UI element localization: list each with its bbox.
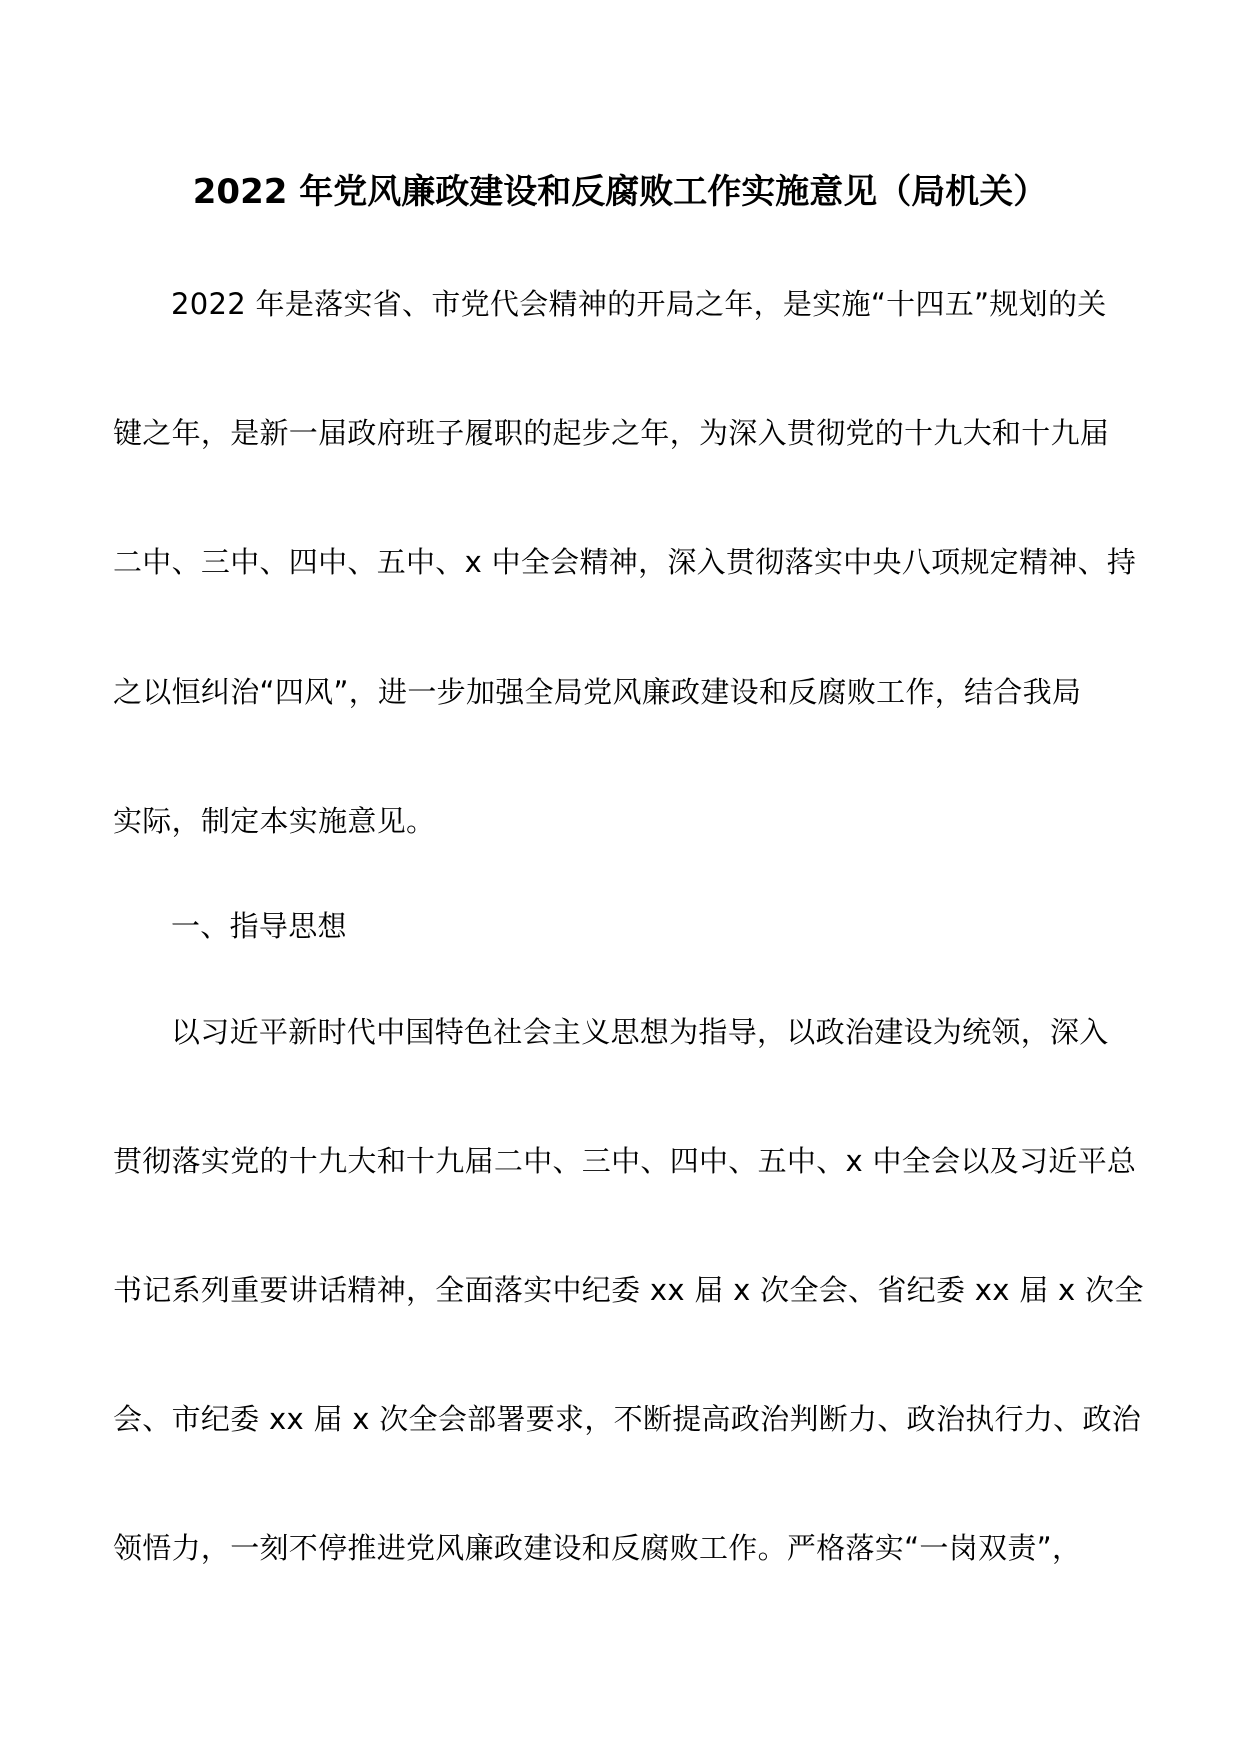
paragraph1-line-5: 实际，制定本实施意见。: [113, 804, 436, 838]
paragraph2-line-3: 书记系列重要讲话精神，全面落实中纪委 xx 届 x 次全会、省纪委 xx 届 x 次全: [113, 1273, 1144, 1307]
paragraph2-line-4: 会、市纪委 xx 届 x 次全会部署要求，不断提高政治判断力、政治执行力、政治: [113, 1402, 1142, 1436]
paragraph1-line-4: 之以恒纠治“四风”，进一步加强全局党风廉政建设和反腐败工作，结合我局: [113, 675, 1082, 709]
paragraph1-line-2: 键之年，是新一届政府班子履职的起步之年，为深入贯彻党的十九大和十九届: [113, 416, 1110, 450]
document-title: 2022 年党风廉政建设和反腐败工作实施意见（局机关）: [192, 172, 1048, 212]
paragraph2-line-1: 以习近平新时代中国特色社会主义思想为指导，以政治建设为统领，深入: [171, 1015, 1109, 1049]
paragraph2-line-5: 领悟力，一刻不停推进党风廉政建设和反腐败工作。严格落实“一岗双责”，: [113, 1531, 1082, 1565]
paragraph2-line-2: 贯彻落实党的十九大和十九届二中、三中、四中、五中、x 中全会以及习近平总: [113, 1144, 1137, 1178]
section1-heading: 一、指导思想: [171, 909, 347, 943]
paragraph1-line-1: 2022 年是落实省、市党代会精神的开局之年，是实施“十四五”规划的关: [171, 287, 1107, 321]
paragraph1-line-3: 二中、三中、四中、五中、x 中全会精神，深入贯彻落实中央八项规定精神、持: [113, 545, 1137, 579]
